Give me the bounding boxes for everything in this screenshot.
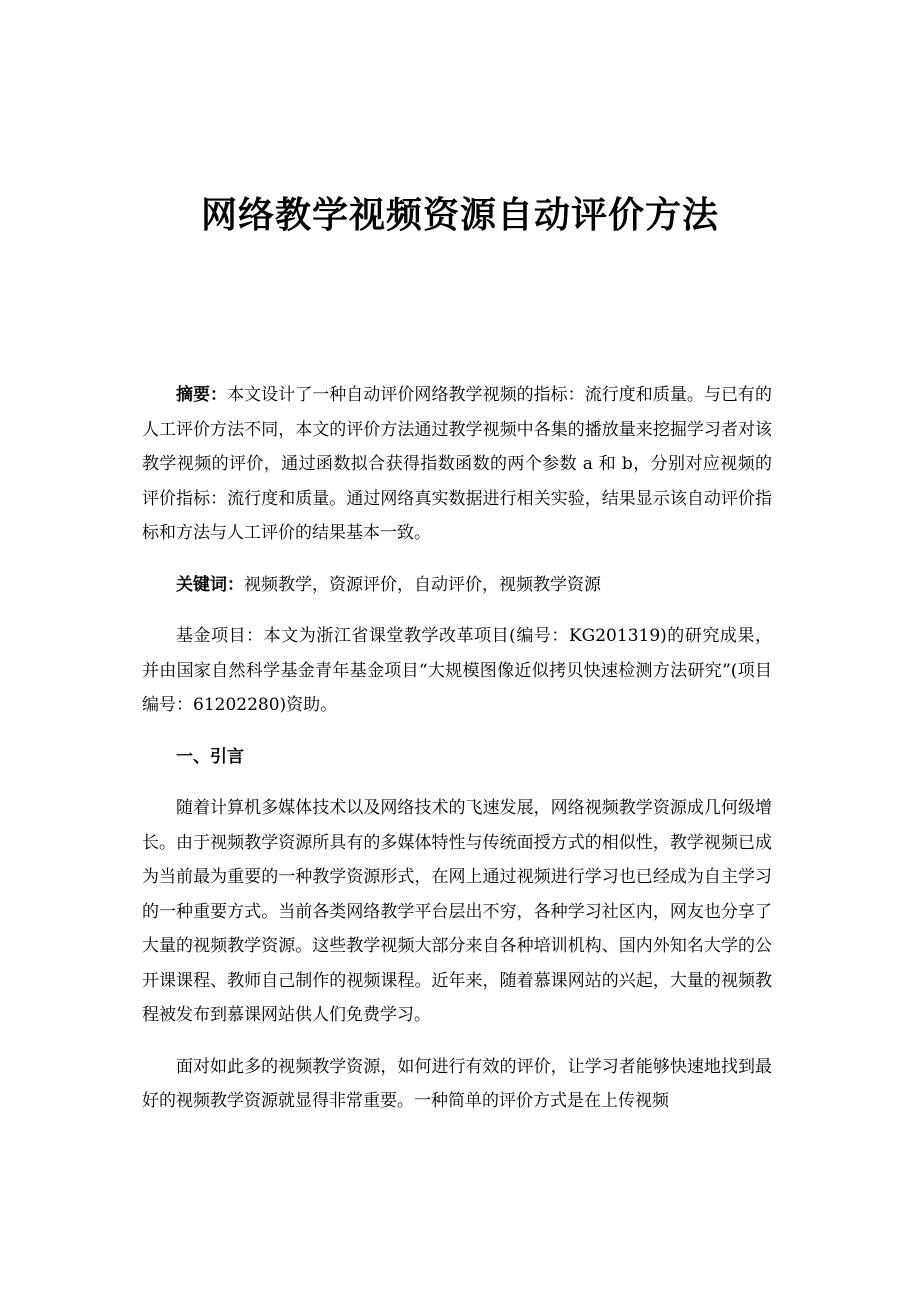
- keywords-label: 关键词：: [176, 574, 244, 595]
- funding-paragraph: 基金项目：本文为浙江省课堂教学改革项目(编号：KG201319)的研究成果，并由国家自然科学基金青年基金项目“大规模图像近似拷贝快速检测方法研究”(项目编号：61202280)资助。: [142, 626, 772, 715]
- abstract-paragraph: [142, 378, 772, 551]
- section-heading-introduction: 一、引言: [176, 746, 244, 767]
- keywords-paragraph: [142, 568, 772, 603]
- keywords-text: 视频教学，资源评价，自动评价，视频教学资源: [244, 574, 601, 595]
- abstract-label: 摘要：: [176, 385, 228, 405]
- intro-paragraph-2: 面对如此多的视频教学资源，如何进行有效的评价，让学习者能够快速地找到最好的视频教学资源就显得非常重要。一种简单的评价方式是在上传视频: [142, 1056, 772, 1111]
- paper-body: [142, 378, 772, 1136]
- paper-title: 网络教学视频资源自动评价方法: [200, 195, 719, 236]
- intro-paragraph-1: 随着计算机多媒体技术以及网络技术的飞速发展，网络视频教学资源成几何级增长。由于视频教学资源所具有的多媒体特性与传统面授方式的相似性，教学视频已成为当前最为重要的一种教学资源形式，在网上通过视频进行学习也已经成为自主学习的一种重要方式。当前各类网络教学平台层出不穷，各种学习社区内，网友也分享了大量的视频教学资源。这些教学视频大部分来自各种培训机构、国内外知名大学的公开课课程、教师自己制作的视频课程。近年来，随着慕课网站的兴起，大量的视频教程被发布到慕课网站供人们免费学习。: [142, 798, 772, 1025]
- abstract-text: 本文设计了一种自动评价网络教学视频的指标：流行度和质量。与已有的人工评价方法不同，本文的评价方法通过教学视频中各集的播放量来挖掘学习者对该教学视频的评价，通过函数拟合获得指数函数的两个参数 a 和 b，分别对应视频的评价指标：流行度和质量。通过网络真实数据进行相关实验，结果显示该自动评价指标和方法与人工评价的结果基本一致。: [142, 385, 773, 543]
